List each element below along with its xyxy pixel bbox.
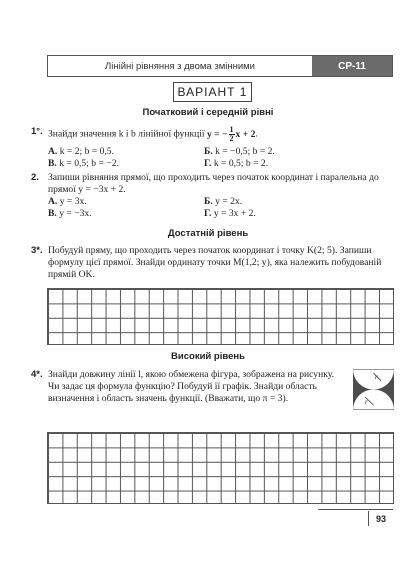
- task-2-option-d: Г. y = 3x + 2.: [204, 208, 256, 219]
- task-2-option-a: А. y = 3x.: [48, 196, 87, 207]
- task-3-text: Побудуй пряму, що проходить через початок координат і точку K(2; 5). Запиши формулу цієї прямої. Знайди ординату точки M(1,2; y), яка належить побудованій прямій OK.: [48, 245, 382, 280]
- section-high: Високий рівень: [171, 351, 245, 362]
- task-3-number: 3*.: [31, 245, 43, 256]
- variant-title: ВАРІАНТ 1: [173, 82, 252, 102]
- task-1-formula-rhs: x + 2: [235, 128, 256, 140]
- task-1-option-a: А. k = 2; b = 0,5.: [48, 146, 114, 157]
- task-4-number: 4*.: [31, 369, 43, 380]
- task-2-option-c: В. y = −3x.: [48, 208, 92, 219]
- page-number: 93: [368, 511, 393, 526]
- task-1-option-c: В. k = 0,5; b = −2.: [48, 158, 119, 169]
- task-1-option-b: Б. k = −0,5; b = 2.: [204, 146, 275, 157]
- task-4-text: Знайди довжину лінії l, якою обмежена фігура, зображена на рисунку. Чи задає ця формула функцію? Побудуй її графік. Знайди область визначення і область значень функції. (Вважати, що π = 3).: [48, 369, 334, 404]
- task-1-option-d: Г. k = 0,5; b = 2.: [204, 158, 269, 169]
- figure-shape: [353, 369, 394, 410]
- task-1-fraction: [229, 126, 235, 143]
- task-2: [31, 172, 393, 220]
- task-1-text: [48, 126, 393, 143]
- task-1-number: 1°.: [31, 126, 43, 137]
- header-code: СР-11: [312, 56, 392, 76]
- task-2-options: [48, 196, 393, 220]
- task-2-text: Запиши рівняння прямої, що проходить через початок координат і паралельна до прямої y = −3x + 2.: [48, 172, 379, 195]
- task-2-number: 2.: [31, 172, 39, 183]
- fraction-denominator: 2: [229, 134, 234, 143]
- figure-label-bottom: r: [365, 398, 368, 406]
- task-1-options: [48, 146, 393, 170]
- task-2-option-b: Б. y = 2x.: [204, 196, 243, 207]
- section-initial: Початковий і середній рівні: [142, 107, 274, 118]
- task-4: [31, 369, 346, 405]
- task-1-text-after: .: [255, 128, 258, 140]
- figure-label-top: r: [375, 373, 378, 381]
- fraction-numerator: 1: [229, 125, 234, 134]
- answer-grid-task-4: [47, 432, 394, 504]
- answer-grid-task-3: [47, 288, 394, 345]
- header-title: Лінійні рівняння з двома змінними: [48, 56, 312, 76]
- task-1: [31, 126, 393, 170]
- task-1-text-before: Знайди значення k і b лінійної функції: [48, 128, 205, 140]
- task-1-formula-lhs: y = −: [206, 128, 228, 140]
- section-sufficient: Достатній рівень: [167, 228, 249, 239]
- page-header: [47, 55, 393, 77]
- task-3: [31, 245, 393, 281]
- footer-rule: [318, 509, 393, 510]
